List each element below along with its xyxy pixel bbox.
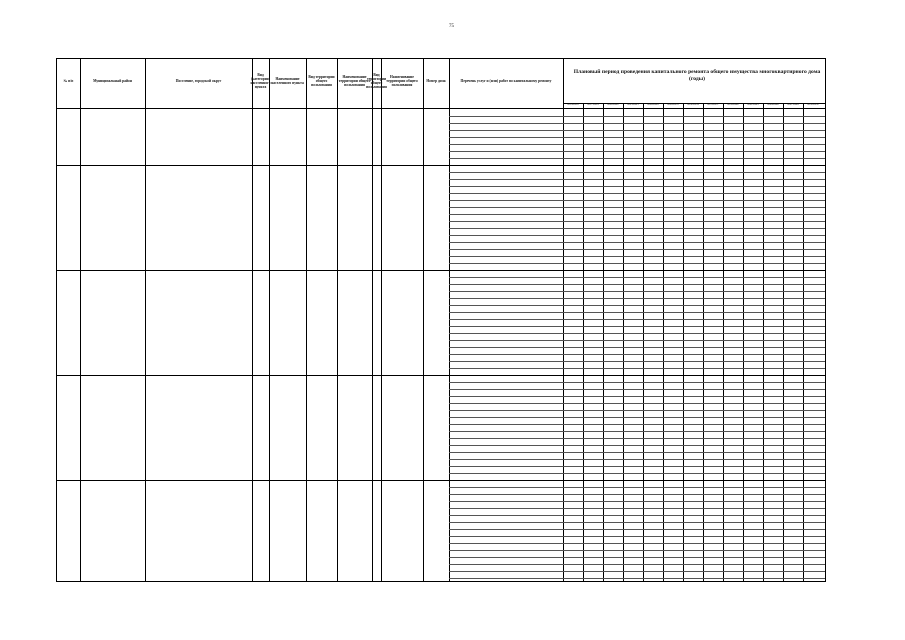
page-number: 75 [449,24,454,29]
year-header: 2014-2016 [567,103,579,106]
year-header: 2023-2025 [627,103,639,106]
year-header: 2044-2046 [767,103,779,106]
header-territory-type: Вид территории общего пользования [308,74,335,88]
year-header: 2035-2037 [707,103,719,106]
year-header: 2041-2043 [747,103,759,106]
header-works: Перечень услуг и (или) работ по капитальному ремонту [460,78,552,83]
year-header: 2032-2034 [687,103,699,106]
year-header: 2038-2040 [727,103,739,106]
year-header: 2020-2022 [607,103,619,106]
header-territory-name: Наименование территории общего пользования [338,74,371,88]
header-house: Номер дома [426,78,446,83]
year-header: 2026-2028 [647,103,659,106]
header-locality-type: Вид (категория) населенного пункта [250,72,271,90]
header-district: Муниципальный район [93,78,132,83]
year-header: 2017-2019 [587,103,599,106]
capital-repair-table [56,58,826,582]
header-num: № п/п [63,78,74,83]
header-street-type: Вид территории общего пользования [366,72,387,90]
year-header: 2029-2031 [667,103,679,106]
header-locality-name: Наименование населенного пункта [271,76,304,85]
header-period: Плановый период проведения капитального ремонта общего имущества многоквартирного дома (годы) [573,69,821,82]
header-settlement: Поселение, городской округ [175,78,222,83]
year-header: 2050-2052 [807,103,819,106]
header-street-name: Наименование территории общего пользования [386,74,418,88]
year-header: 2047-2049 [787,103,799,106]
